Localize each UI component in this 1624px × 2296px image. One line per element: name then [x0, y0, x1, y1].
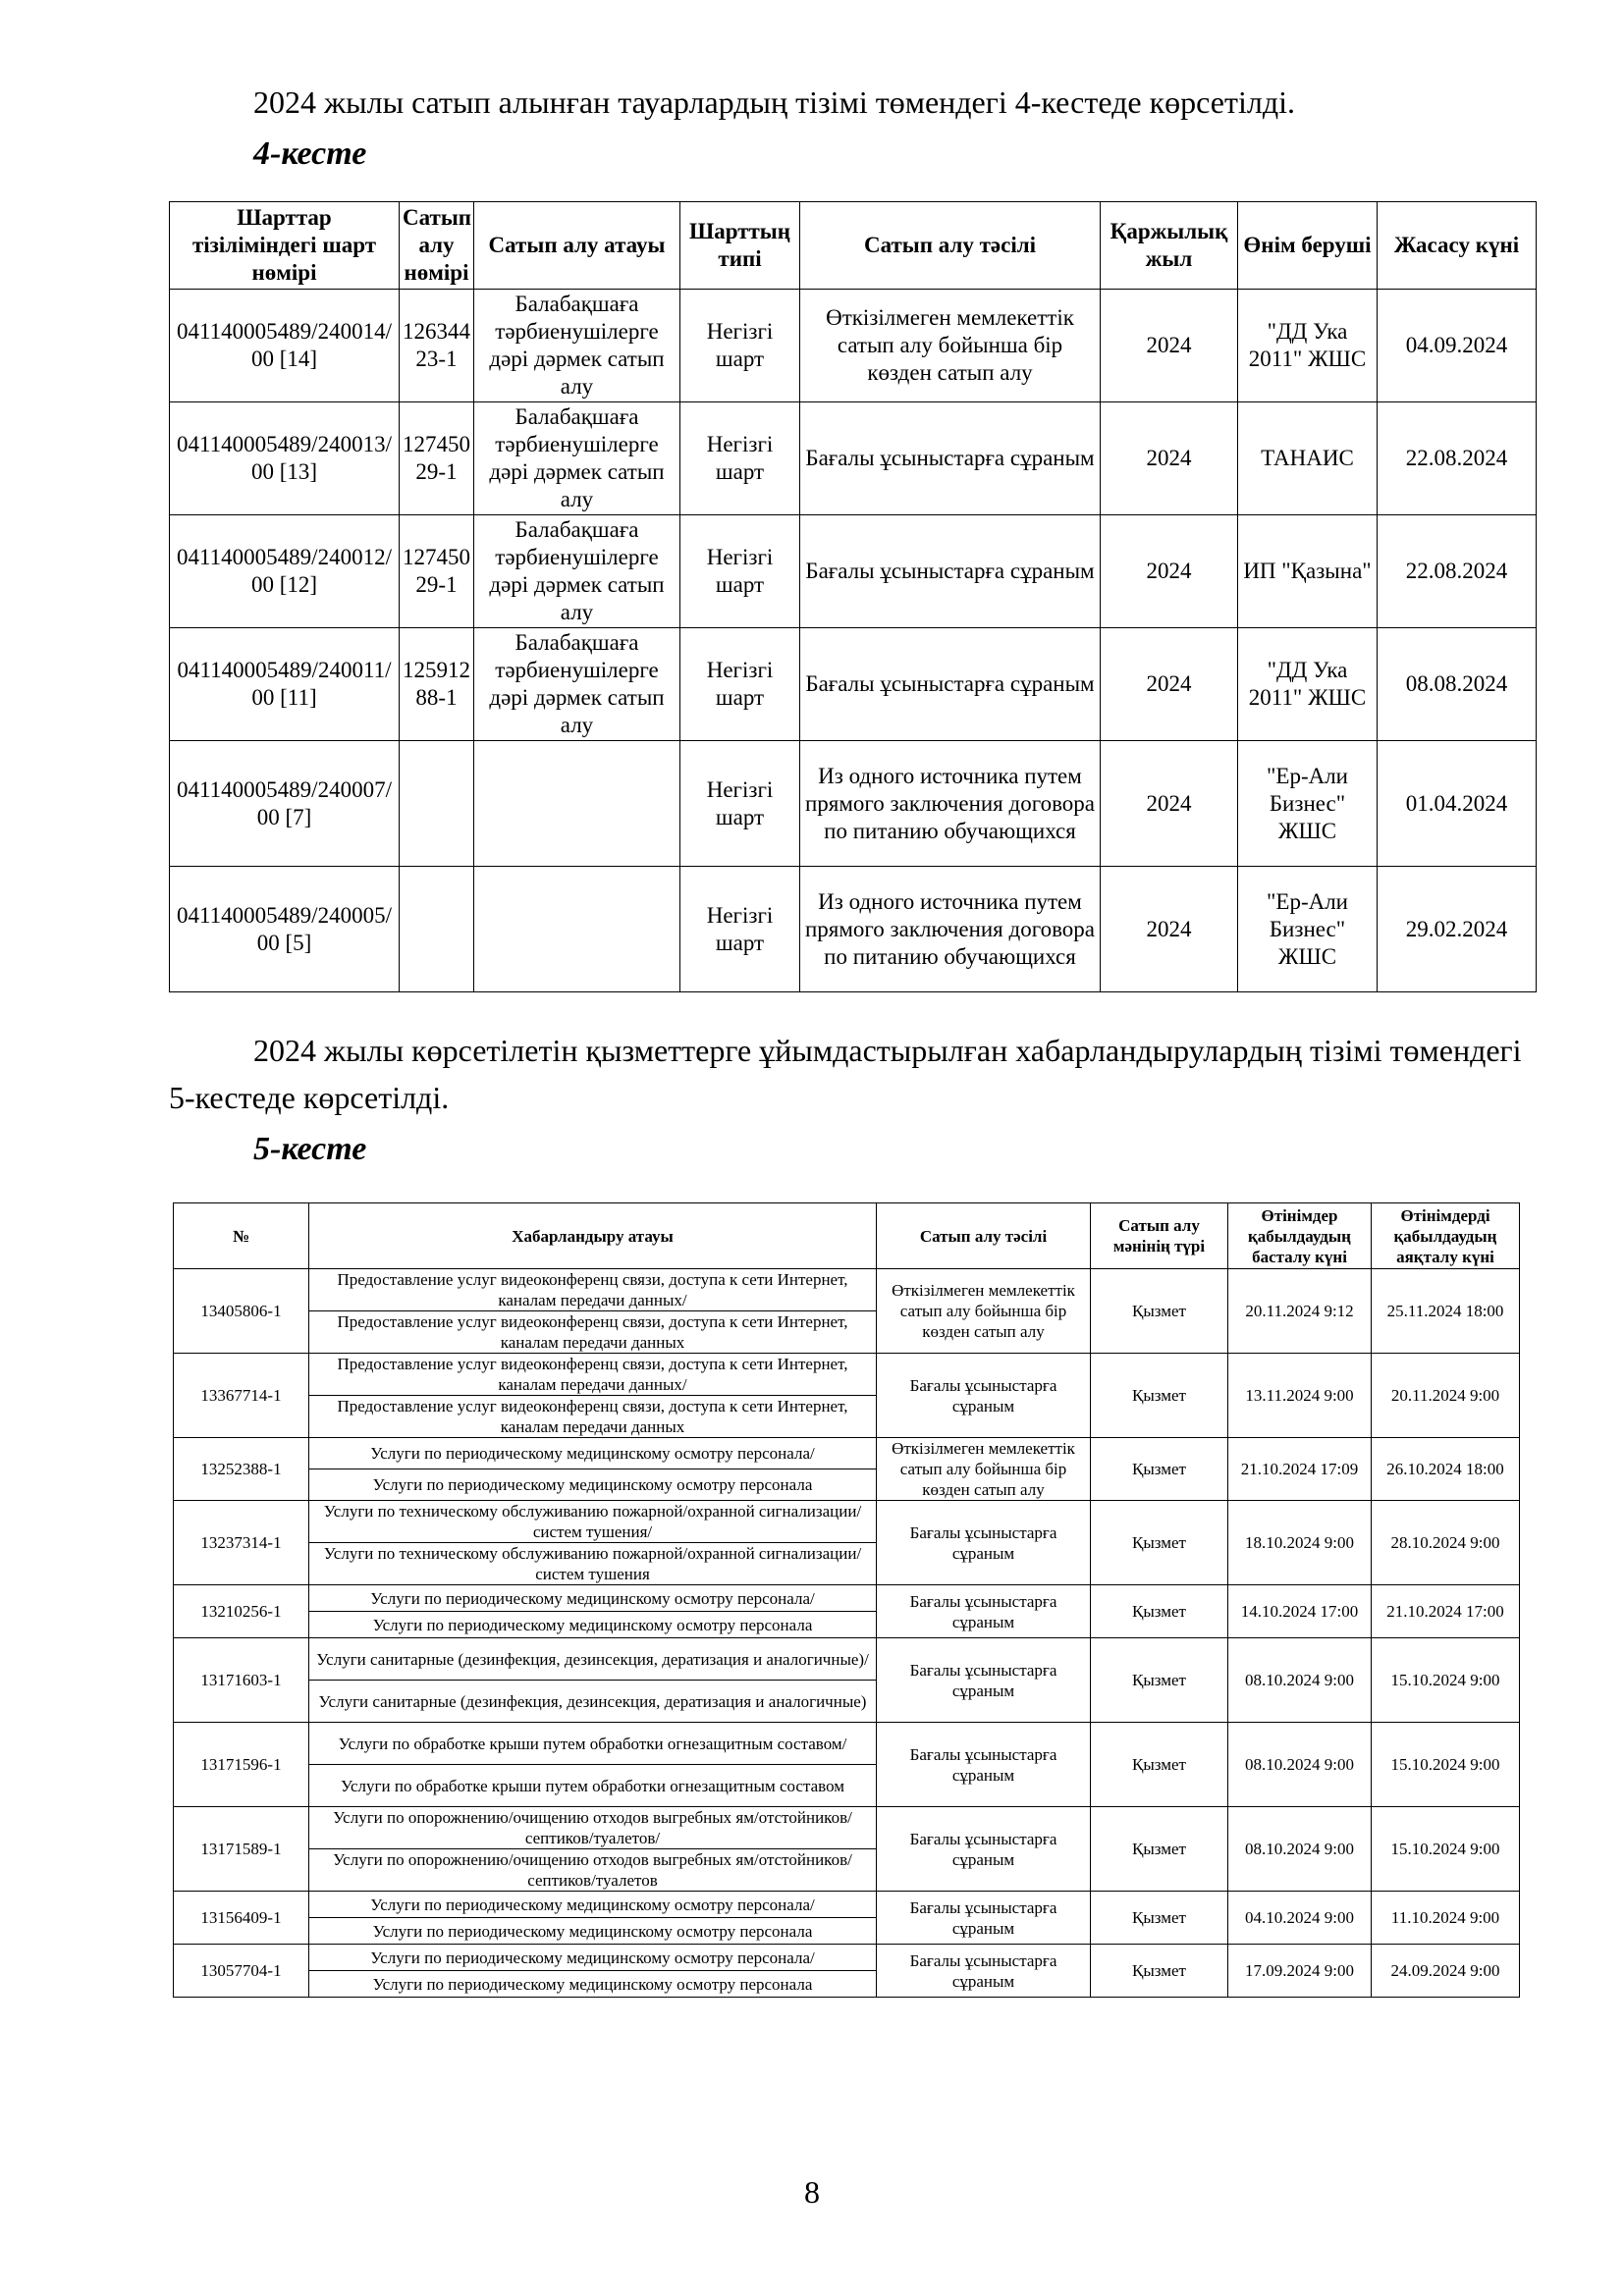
table-4-cell-supplier: "ДД Ука 2011" ЖШС — [1238, 290, 1378, 402]
table-4-cell-supplier: "Ер-Али Бизнес" ЖШС — [1238, 867, 1378, 992]
table-5-cell-end: 21.10.2024 17:00 — [1372, 1585, 1520, 1638]
table-5-cell-name1: Предоставление услуг видеоконференц связи, доступа к сети Интернет, каналам передачи данных/ — [309, 1269, 877, 1311]
table-4-cell-method: Бағалы ұсыныстарға сұраным — [800, 515, 1101, 628]
table-5-cell-kind: Қызмет — [1091, 1892, 1228, 1945]
table-4-cell-number: 12745029-1 — [400, 515, 474, 628]
table-5-cell-end: 24.09.2024 9:00 — [1372, 1945, 1520, 1998]
caption-table-5: 5-кесте — [253, 1131, 367, 1167]
table-4-cell-contract: 041140005489/240012/00 [12] — [170, 515, 400, 628]
intro-paragraph-5 — [169, 1027, 1534, 1121]
table-5-cell-start: 14.10.2024 17:00 — [1228, 1585, 1372, 1638]
table-row — [174, 1585, 1520, 1612]
table-4-cell-contract: 041140005489/240011/00 [11] — [170, 628, 400, 741]
table-4-cell-type: Негізгі шарт — [680, 402, 800, 515]
table-4-cell-number: 12634423-1 — [400, 290, 474, 402]
table-row — [174, 1501, 1520, 1543]
table-4-cell-name: Балабақшаға тәрбиенушілерге дәрі дәрмек сатып алу — [474, 628, 680, 741]
table-5-cell-name2: Услуги по периодическому медицинскому осмотру персонала — [309, 1971, 877, 1998]
table-5-cell-name2: Предоставление услуг видеоконференц связи, доступа к сети Интернет, каналам передачи данных — [309, 1311, 877, 1354]
table-4-header: Қаржылық жыл — [1101, 202, 1238, 290]
table-4-cell-year: 2024 — [1101, 628, 1238, 741]
table-5-cell-kind: Қызмет — [1091, 1269, 1228, 1354]
table-5-cell-end: 20.11.2024 9:00 — [1372, 1354, 1520, 1438]
table-5-cell-start: 13.11.2024 9:00 — [1228, 1354, 1372, 1438]
table-row — [174, 1438, 1520, 1469]
table-4-cell-supplier: "ДД Ука 2011" ЖШС — [1238, 628, 1378, 741]
table-5-cell-name2: Услуги по периодическому медицинскому осмотру персонала — [309, 1918, 877, 1945]
table-4-cell-method: Из одного источника путем прямого заключения договора по питанию обучающихся — [800, 867, 1101, 992]
table-5-cell-start: 18.10.2024 9:00 — [1228, 1501, 1372, 1585]
table-5-cell-method: Бағалы ұсыныстарға сұраным — [877, 1723, 1091, 1807]
table-4-cell-year: 2024 — [1101, 402, 1238, 515]
table-5-cell-name2: Услуги по периодическому медицинскому осмотру персонала — [309, 1612, 877, 1638]
table-4-cell-name — [474, 867, 680, 992]
table-4-cell-date: 29.02.2024 — [1378, 867, 1537, 992]
table-5-header: Сатып алу мәнінің түрі — [1091, 1203, 1228, 1269]
table-5-cell-name1: Услуги санитарные (дезинфекция, дезинсекция, дератизация и аналогичные)/ — [309, 1638, 877, 1681]
table-5-cell-method: Өткізілмеген мемлекеттік сатып алу бойынша бір көзден сатып алу — [877, 1269, 1091, 1354]
table-5-cell-name2: Услуги по опорожнению/очищению отходов выгребных ям/отстойников/септиков/туалетов — [309, 1849, 877, 1892]
table-5-cell-id: 13156409-1 — [174, 1892, 309, 1945]
table-5-header: № — [174, 1203, 309, 1269]
table-4-cell-date: 08.08.2024 — [1378, 628, 1537, 741]
table-4-cell-number — [400, 741, 474, 867]
table-4-cell-date: 22.08.2024 — [1378, 402, 1537, 515]
table-5-cell-kind: Қызмет — [1091, 1945, 1228, 1998]
table-5-cell-name1: Предоставление услуг видеоконференц связи, доступа к сети Интернет, каналам передачи данных/ — [309, 1354, 877, 1396]
table-5-cell-end: 28.10.2024 9:00 — [1372, 1501, 1520, 1585]
table-4 — [169, 201, 1537, 992]
table-5-cell-start: 17.09.2024 9:00 — [1228, 1945, 1372, 1998]
table-4-header: Шарттар тізіліміндегі шарт нөмірі — [170, 202, 400, 290]
table-5-cell-name1: Услуги по опорожнению/очищению отходов выгребных ям/отстойников/септиков/туалетов/ — [309, 1807, 877, 1849]
table-5-header-row — [174, 1203, 1520, 1269]
table-4-cell-method: Бағалы ұсыныстарға сұраным — [800, 628, 1101, 741]
table-4-cell-supplier: "Ер-Али Бизнес" ЖШС — [1238, 741, 1378, 867]
table-4-cell-date: 01.04.2024 — [1378, 741, 1537, 867]
table-5-header: Өтінімдер қабылдаудың басталу күні — [1228, 1203, 1372, 1269]
table-row — [170, 290, 1537, 402]
table-4-cell-contract: 041140005489/240007/00 [7] — [170, 741, 400, 867]
table-row — [174, 1945, 1520, 1971]
table-5-cell-end: 15.10.2024 9:00 — [1372, 1807, 1520, 1892]
table-5-cell-kind: Қызмет — [1091, 1807, 1228, 1892]
table-5-cell-end: 26.10.2024 18:00 — [1372, 1438, 1520, 1501]
table-5-header: Сатып алу тәсілі — [877, 1203, 1091, 1269]
table-5-cell-method: Бағалы ұсыныстарға сұраным — [877, 1807, 1091, 1892]
table-4-header-row — [170, 202, 1537, 290]
table-5-cell-name1: Услуги по периодическому медицинскому осмотру персонала/ — [309, 1585, 877, 1612]
table-5-cell-name2: Услуги по обработке крыши путем обработки огнезащитным составом — [309, 1765, 877, 1807]
table-row — [174, 1354, 1520, 1396]
table-row — [174, 1269, 1520, 1311]
table-5-cell-start: 04.10.2024 9:00 — [1228, 1892, 1372, 1945]
table-4-cell-number — [400, 867, 474, 992]
table-4-cell-supplier: ИП "Қазына" — [1238, 515, 1378, 628]
table-4-cell-date: 04.09.2024 — [1378, 290, 1537, 402]
table-5-cell-end: 11.10.2024 9:00 — [1372, 1892, 1520, 1945]
table-5-cell-end: 15.10.2024 9:00 — [1372, 1638, 1520, 1723]
table-4-cell-year: 2024 — [1101, 867, 1238, 992]
table-5-cell-name1: Услуги по обработке крыши путем обработки огнезащитным составом/ — [309, 1723, 877, 1765]
table-5-cell-method: Бағалы ұсыныстарға сұраным — [877, 1892, 1091, 1945]
table-4-cell-name — [474, 741, 680, 867]
table-4-cell-name: Балабақшаға тәрбиенушілерге дәрі дәрмек сатып алу — [474, 290, 680, 402]
table-4-header: Шарттың типі — [680, 202, 800, 290]
table-5-cell-id: 13252388-1 — [174, 1438, 309, 1501]
table-4-header: Сатып алу тәсілі — [800, 202, 1101, 290]
table-4-cell-contract: 041140005489/240005/00 [5] — [170, 867, 400, 992]
table-5-cell-id: 13237314-1 — [174, 1501, 309, 1585]
table-5-cell-start: 21.10.2024 17:09 — [1228, 1438, 1372, 1501]
table-5-cell-name1: Услуги по техническому обслуживанию пожарной/охранной сигнализации/систем тушения/ — [309, 1501, 877, 1543]
table-5-cell-kind: Қызмет — [1091, 1501, 1228, 1585]
table-5-cell-start: 08.10.2024 9:00 — [1228, 1638, 1372, 1723]
table-5-cell-start: 08.10.2024 9:00 — [1228, 1723, 1372, 1807]
table-5-header: Хабарландыру атауы — [309, 1203, 877, 1269]
table-5-cell-kind: Қызмет — [1091, 1723, 1228, 1807]
table-row — [174, 1638, 1520, 1681]
table-4-cell-method: Бағалы ұсыныстарға сұраным — [800, 402, 1101, 515]
table-row — [174, 1807, 1520, 1849]
table-4-cell-number: 12591288-1 — [400, 628, 474, 741]
table-5-cell-method: Бағалы ұсыныстарға сұраным — [877, 1501, 1091, 1585]
table-5-cell-end: 15.10.2024 9:00 — [1372, 1723, 1520, 1807]
table-5-cell-id: 13405806-1 — [174, 1269, 309, 1354]
table-4-cell-contract: 041140005489/240014/00 [14] — [170, 290, 400, 402]
table-row — [174, 1723, 1520, 1765]
table-5-cell-end: 25.11.2024 18:00 — [1372, 1269, 1520, 1354]
table-4-cell-type: Негізгі шарт — [680, 867, 800, 992]
table-4-cell-type: Негізгі шарт — [680, 515, 800, 628]
table-5-cell-id: 13210256-1 — [174, 1585, 309, 1638]
table-5-cell-name1: Услуги по периодическому медицинскому осмотру персонала/ — [309, 1945, 877, 1971]
table-4-cell-method: Из одного источника путем прямого заключения договора по питанию обучающихся — [800, 741, 1101, 867]
table-5-cell-method: Бағалы ұсыныстарға сұраным — [877, 1945, 1091, 1998]
table-5-cell-kind: Қызмет — [1091, 1585, 1228, 1638]
table-5-cell-name2: Услуги по техническому обслуживанию пожарной/охранной сигнализации/систем тушения — [309, 1543, 877, 1585]
table-4-cell-type: Негізгі шарт — [680, 741, 800, 867]
table-5-cell-id: 13171589-1 — [174, 1807, 309, 1892]
table-5-cell-id: 13057704-1 — [174, 1945, 309, 1998]
table-5-cell-id: 13171596-1 — [174, 1723, 309, 1807]
intro-5-text: 2024 жылы көрсетілетін қызметтерге ұйымдастырылған хабарландырулардың тізімі төмендегі 5-кестеде көрсетілді. — [169, 1033, 1522, 1115]
table-row — [170, 628, 1537, 741]
table-5-cell-id: 13171603-1 — [174, 1638, 309, 1723]
table-5-cell-kind: Қызмет — [1091, 1638, 1228, 1723]
table-4-cell-number: 12745029-1 — [400, 402, 474, 515]
table-4-header: Өнім беруші — [1238, 202, 1378, 290]
table-4-cell-supplier: ТАНАИС — [1238, 402, 1378, 515]
table-5-cell-name1: Услуги по периодическому медицинскому осмотру персонала/ — [309, 1438, 877, 1469]
table-4-header: Жасасу күні — [1378, 202, 1537, 290]
table-4-header: Сатып алу атауы — [474, 202, 680, 290]
table-5-cell-method: Бағалы ұсыныстарға сұраным — [877, 1585, 1091, 1638]
table-4-cell-year: 2024 — [1101, 741, 1238, 867]
caption-table-4: 4-кесте — [253, 135, 367, 172]
table-4-cell-year: 2024 — [1101, 290, 1238, 402]
table-5-cell-name2: Услуги санитарные (дезинфекция, дезинсекция, дератизация и аналогичные) — [309, 1681, 877, 1723]
table-5-cell-method: Бағалы ұсыныстарға сұраным — [877, 1354, 1091, 1438]
page-number: 8 — [804, 2174, 820, 2210]
table-row — [170, 867, 1537, 992]
table-4-cell-year: 2024 — [1101, 515, 1238, 628]
table-4-cell-name: Балабақшаға тәрбиенушілерге дәрі дәрмек сатып алу — [474, 402, 680, 515]
table-row — [170, 741, 1537, 867]
table-4-cell-method: Өткізілмеген мемлекеттік сатып алу бойынша бір көзден сатып алу — [800, 290, 1101, 402]
table-5-cell-kind: Қызмет — [1091, 1438, 1228, 1501]
table-5 — [173, 1202, 1520, 1998]
table-4-cell-type: Негізгі шарт — [680, 290, 800, 402]
table-4-cell-date: 22.08.2024 — [1378, 515, 1537, 628]
table-5-cell-id: 13367714-1 — [174, 1354, 309, 1438]
table-5-cell-name1: Услуги по периодическому медицинскому осмотру персонала/ — [309, 1892, 877, 1918]
table-4-cell-contract: 041140005489/240013/00 [13] — [170, 402, 400, 515]
table-4-cell-type: Негізгі шарт — [680, 628, 800, 741]
table-5-header: Өтінімдерді қабылдаудың аяқталу күні — [1372, 1203, 1520, 1269]
table-row — [170, 515, 1537, 628]
table-5-cell-kind: Қызмет — [1091, 1354, 1228, 1438]
table-5-cell-name2: Предоставление услуг видеоконференц связи, доступа к сети Интернет, каналам передачи данных — [309, 1396, 877, 1438]
table-row — [170, 402, 1537, 515]
table-5-cell-name2: Услуги по периодическому медицинскому осмотру персонала — [309, 1469, 877, 1501]
intro-paragraph-4: 2024 жылы сатып алынған тауарлардың тізімі төмендегі 4-кестеде көрсетілді. — [253, 84, 1295, 120]
table-5-cell-method: Бағалы ұсыныстарға сұраным — [877, 1638, 1091, 1723]
table-5-cell-start: 20.11.2024 9:12 — [1228, 1269, 1372, 1354]
table-4-header: Сатып алу нөмірі — [400, 202, 474, 290]
table-4-cell-name: Балабақшаға тәрбиенушілерге дәрі дәрмек сатып алу — [474, 515, 680, 628]
table-5-cell-method: Өткізілмеген мемлекеттік сатып алу бойынша бір көзден сатып алу — [877, 1438, 1091, 1501]
table-row — [174, 1892, 1520, 1918]
table-5-cell-start: 08.10.2024 9:00 — [1228, 1807, 1372, 1892]
